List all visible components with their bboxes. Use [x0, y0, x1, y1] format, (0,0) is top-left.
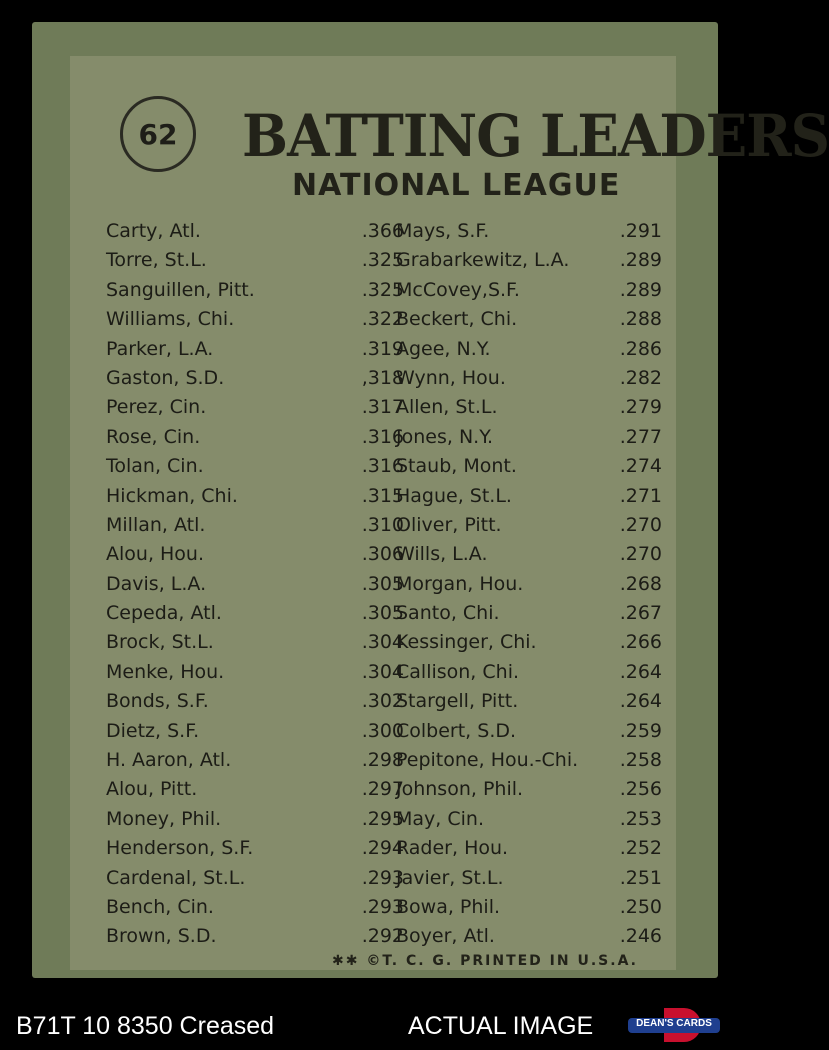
batting-average: .325 — [361, 278, 404, 301]
stat-row — [396, 367, 662, 396]
batting-average: .295 — [361, 807, 404, 830]
stat-row — [396, 867, 662, 896]
player-name: Wynn, Hou. — [396, 366, 506, 389]
stat-row — [396, 837, 662, 866]
player-name: Brown, S.D. — [106, 925, 217, 948]
batting-average: .288 — [619, 308, 662, 331]
batting-average: .297 — [361, 778, 404, 801]
player-name: Callison, Chi. — [396, 660, 520, 683]
batting-average: .289 — [619, 249, 662, 272]
batting-average: .304 — [361, 631, 404, 654]
player-name: Brock, St.L. — [106, 631, 214, 654]
batting-average: .277 — [619, 425, 662, 448]
batting-average: .292 — [361, 925, 404, 948]
player-name: Kessinger, Chi. — [396, 631, 537, 654]
stat-row — [106, 837, 404, 866]
batting-average: .251 — [619, 866, 662, 889]
logo-text: DEAN'S CARDS — [636, 1018, 712, 1029]
batting-average: .291 — [619, 220, 662, 242]
stat-row — [106, 396, 404, 425]
player-name: Wills, L.A. — [396, 543, 488, 566]
player-name: Bonds, S.F. — [106, 690, 209, 713]
player-name: Cardenal, St.L. — [106, 866, 246, 889]
stat-row — [106, 279, 404, 308]
player-name: Allen, St.L. — [396, 396, 498, 419]
stat-row — [396, 338, 662, 367]
condition-caption: B71T 10 8350 Creased — [16, 1012, 275, 1040]
batting-average: .279 — [619, 396, 662, 419]
stat-row — [106, 690, 404, 719]
player-name: Millan, Atl. — [106, 513, 206, 536]
stat-row — [396, 220, 662, 249]
player-name: Rose, Cin. — [106, 425, 201, 448]
player-name: Gaston, S.D. — [106, 366, 225, 389]
player-name: Grabarkewitz, L.A. — [396, 249, 570, 272]
player-name: Cepeda, Atl. — [106, 602, 222, 625]
baseball-card-back — [32, 22, 829, 978]
stat-row — [396, 602, 662, 631]
batting-average: .366 — [361, 220, 404, 242]
player-name: Menke, Hou. — [106, 660, 225, 683]
batting-average: .274 — [619, 455, 662, 478]
stat-row — [106, 367, 404, 396]
player-name: Bowa, Phil. — [396, 895, 501, 918]
player-name: Stargell, Pitt. — [396, 690, 519, 713]
stat-row — [396, 749, 662, 778]
batting-average: .267 — [619, 602, 662, 625]
player-name: Torre, St.L. — [106, 249, 207, 272]
player-name: Pepitone, Hou.-Chi. — [396, 749, 579, 772]
actual-image-caption: ACTUAL IMAGE — [408, 1012, 594, 1040]
batting-average: .317 — [361, 396, 404, 419]
batting-average: .302 — [361, 690, 404, 713]
right-stats-column — [396, 220, 662, 955]
batting-average: .250 — [619, 895, 662, 918]
player-name: Henderson, S.F. — [106, 837, 254, 860]
stat-row — [106, 455, 404, 484]
stat-row — [106, 631, 404, 660]
player-name: Perez, Cin. — [106, 396, 207, 419]
batting-average: .268 — [619, 572, 662, 595]
batting-average: .259 — [619, 719, 662, 742]
batting-average: .246 — [619, 925, 662, 948]
stat-row — [106, 514, 404, 543]
stat-row — [106, 338, 404, 367]
player-name: Beckert, Chi. — [396, 308, 518, 331]
batting-average: .304 — [361, 660, 404, 683]
player-name: Carty, Atl. — [106, 220, 201, 242]
stat-row — [396, 308, 662, 337]
stat-row — [106, 485, 404, 514]
batting-average: .305 — [361, 572, 404, 595]
player-name: Sanguillen, Pitt. — [106, 278, 255, 301]
batting-average: .315 — [361, 484, 404, 507]
batting-average: .270 — [619, 513, 662, 536]
batting-average: .286 — [619, 337, 662, 360]
stat-row — [396, 661, 662, 690]
batting-average: .310 — [361, 513, 404, 536]
stat-row — [396, 514, 662, 543]
player-name: Alou, Pitt. — [106, 778, 198, 801]
stat-row — [396, 925, 662, 954]
batting-average: .306 — [361, 543, 404, 566]
stat-row — [106, 749, 404, 778]
player-name: Hickman, Chi. — [106, 484, 238, 507]
player-name: McCovey,S.F. — [396, 278, 520, 301]
batting-average: .316 — [361, 425, 404, 448]
stat-row — [106, 720, 404, 749]
player-name: Santo, Chi. — [396, 602, 500, 625]
stat-row — [396, 249, 662, 278]
stat-row — [106, 308, 404, 337]
batting-average: .305 — [361, 602, 404, 625]
batting-average: .300 — [361, 719, 404, 742]
stat-row — [106, 778, 404, 807]
player-name: May, Cin. — [396, 807, 484, 830]
card-number: 62 — [138, 117, 178, 151]
batting-average: .293 — [361, 895, 404, 918]
stat-row — [396, 631, 662, 660]
batting-average: .293 — [361, 866, 404, 889]
card-panel — [70, 56, 829, 970]
stat-row — [106, 426, 404, 455]
batting-average: .266 — [619, 631, 662, 654]
player-name: Staub, Mont. — [396, 455, 517, 478]
player-name: Dietz, S.F. — [106, 719, 200, 742]
player-name: Bench, Cin. — [106, 895, 214, 918]
batting-average: .289 — [619, 278, 662, 301]
stat-row — [106, 661, 404, 690]
player-name: Mays, S.F. — [396, 220, 490, 242]
batting-average: .252 — [619, 837, 662, 860]
card-subtitle: NATIONAL LEAGUE — [292, 168, 621, 203]
player-name: Parker, L.A. — [106, 337, 214, 360]
card-number-badge — [120, 96, 196, 172]
batting-average: .322 — [361, 308, 404, 331]
batting-average: .264 — [619, 660, 662, 683]
player-name: Money, Phil. — [106, 807, 222, 830]
batting-average: .253 — [619, 807, 662, 830]
player-name: Morgan, Hou. — [396, 572, 524, 595]
player-name: Colbert, S.D. — [396, 719, 517, 742]
batting-average: .294 — [361, 837, 404, 860]
player-name: Boyer, Atl. — [396, 925, 495, 948]
batting-average: .264 — [619, 690, 662, 713]
player-name: H. Aaron, Atl. — [106, 749, 232, 772]
batting-average: .298 — [361, 749, 404, 772]
stat-row — [396, 279, 662, 308]
stat-row — [396, 485, 662, 514]
stat-row — [396, 896, 662, 925]
player-name: Javier, St.L. — [396, 866, 504, 889]
batting-average: .258 — [619, 749, 662, 772]
stat-row — [396, 426, 662, 455]
batting-average: ,318 — [361, 366, 404, 389]
player-name: Tolan, Cin. — [106, 455, 204, 478]
stat-row — [106, 867, 404, 896]
stat-row — [106, 925, 404, 954]
batting-average: .319 — [361, 337, 404, 360]
batting-average: .325 — [361, 249, 404, 272]
stat-row — [106, 249, 404, 278]
player-name: Alou, Hou. — [106, 543, 205, 566]
player-name: Davis, L.A. — [106, 572, 207, 595]
card-title: BATTING LEADERS — [242, 102, 829, 170]
player-name: Hague, St.L. — [396, 484, 512, 507]
stat-row — [396, 543, 662, 572]
stat-row — [106, 573, 404, 602]
player-name: Agee, N.Y. — [396, 337, 491, 360]
stat-row — [396, 396, 662, 425]
batting-average: .256 — [619, 778, 662, 801]
player-name: Jones, N.Y. — [396, 425, 493, 448]
stat-row — [106, 220, 404, 249]
batting-average: .271 — [619, 484, 662, 507]
player-name: Oliver, Pitt. — [396, 513, 502, 536]
player-name: Johnson, Phil. — [396, 778, 524, 801]
player-name: Rader, Hou. — [396, 837, 509, 860]
left-stats-column — [106, 220, 404, 955]
stat-row — [106, 543, 404, 572]
stat-row — [396, 690, 662, 719]
stat-row — [396, 720, 662, 749]
batting-average: .316 — [361, 455, 404, 478]
stat-row — [396, 808, 662, 837]
batting-average: .282 — [619, 366, 662, 389]
player-name: Williams, Chi. — [106, 308, 235, 331]
stat-row — [396, 778, 662, 807]
stat-row — [106, 808, 404, 837]
stat-row — [106, 602, 404, 631]
batting-average: .270 — [619, 543, 662, 566]
stat-row — [396, 455, 662, 484]
stat-row — [106, 896, 404, 925]
stat-row — [396, 573, 662, 602]
card-footer: ✱✱ ©T. C. G. PRINTED IN U.S.A. — [332, 953, 638, 969]
